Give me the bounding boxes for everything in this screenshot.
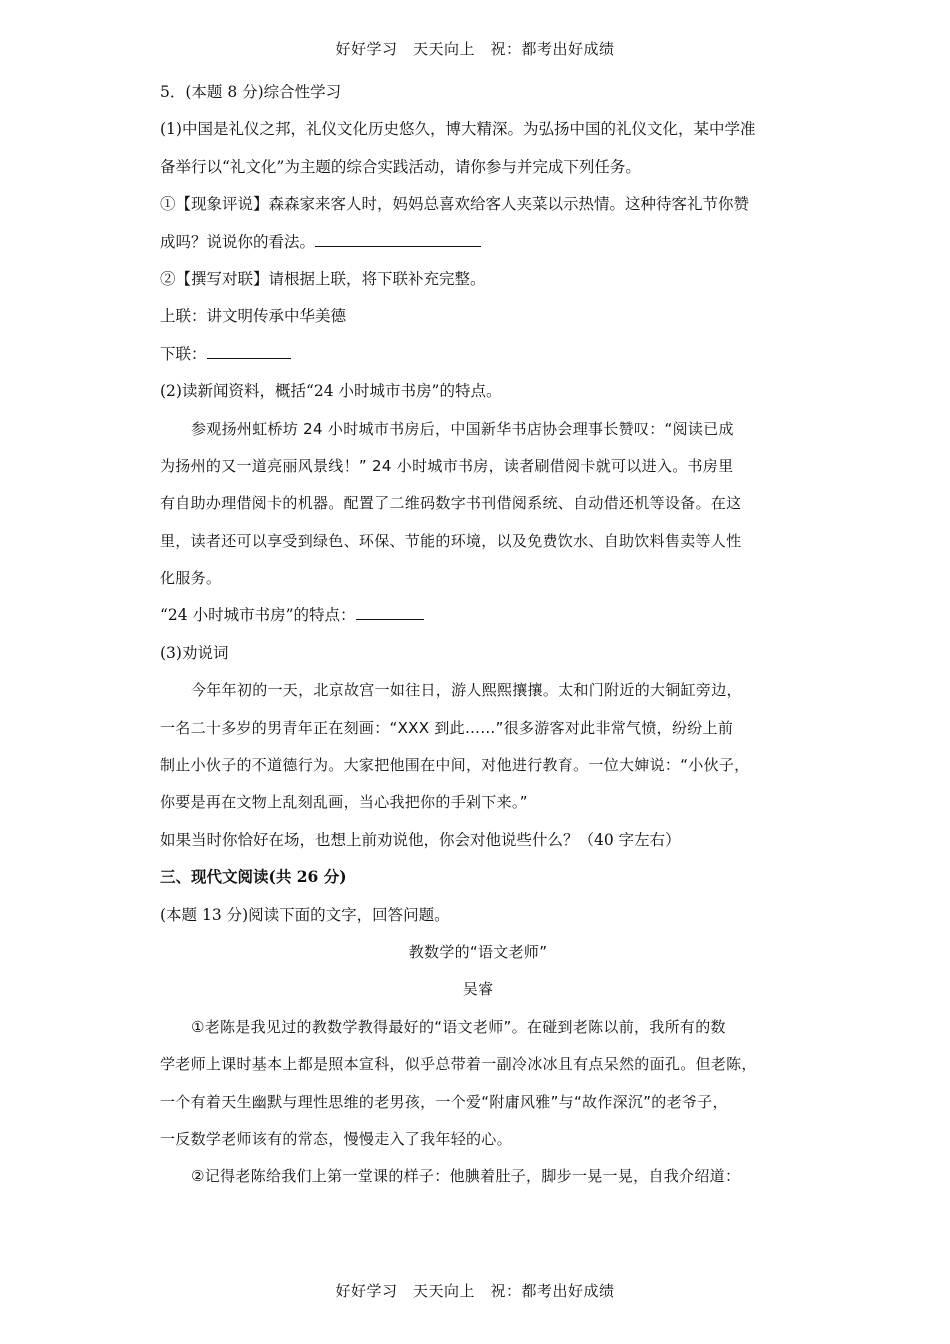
story-paragraph: 今年年初的一天，北京故宫一如往日，游人熙熙攘攘。太和门附近的大铜缸旁边， xyxy=(191,681,742,700)
answer-blank[interactable] xyxy=(315,230,481,247)
question-5-1-text: (1)中国是礼仪之邦，礼仪文化历史悠久，博大精深。为弘扬中国的礼仪文化，某中学准 xyxy=(160,120,756,139)
document-body xyxy=(160,79,796,1201)
section-3-heading: 三、现代文阅读(共 26 分) xyxy=(160,867,347,887)
couplet-second-line: 下联： xyxy=(160,341,796,378)
page-footer: 好好学习 天天向上 祝：都考出好成绩 xyxy=(335,1282,615,1300)
story-paragraph-cont: 你要是再在文物上乱刻乱画，当心我把你的手剁下来。” xyxy=(160,793,528,812)
task-1-text-cont: 成吗？说说你的看法。 xyxy=(160,229,796,266)
article-author: 吴睿 xyxy=(462,980,494,999)
article-paragraph-2: ②记得老陈给我们上第一堂课的样子：他腆着肚子，脚步一晃一晃，自我介绍道： xyxy=(191,1167,741,1186)
bookstore-features-prompt: “24 小时城市书房”的特点： xyxy=(160,602,796,639)
answer-blank[interactable] xyxy=(207,342,291,359)
question-5-1-text-cont: 备举行以“礼文化”为主题的综合实践活动，请你参与并完成下列任务。 xyxy=(160,157,641,176)
article-paragraph-1-cont: 一反数学老师该有的常态，慢慢走入了我年轻的心。 xyxy=(160,1129,512,1148)
news-paragraph-cont: 里，读者还可以享受到绿色、环保、节能的环境，以及免费饮水、自助饮料售卖等人性 xyxy=(160,531,742,550)
news-paragraph-cont: 为扬州的又一道亮丽风景线！” 24 小时城市书房，读者刷借阅卡就可以进入。书房里 xyxy=(160,456,734,475)
question-5-3-title: (3)劝说词 xyxy=(160,643,229,662)
question-5-2-text: (2)读新闻资料，概括“24 小时城市书房”的特点。 xyxy=(160,382,502,401)
news-paragraph-cont: 化服务。 xyxy=(160,569,222,588)
article-paragraph-1-cont: 学老师上课时基本上都是照本宣科，似乎总带着一副冷冰冰且有点呆然的面孔。但老陈， xyxy=(160,1055,757,1074)
task-2-text: ②【撰写对联】请根据上联，将下联补充完整。 xyxy=(160,269,486,288)
page-header: 好好学习 天天向上 祝：都考出好成绩 xyxy=(335,40,615,58)
task-1-text: ①【现象评说】森森家来客人时，妈妈总喜欢给客人夹菜以示热情。这种待客礼节你赞 xyxy=(160,195,750,214)
news-paragraph-cont: 有自助办理借阅卡的机器。配置了二维码数字书刊借阅系统、自动借还机等设备。在这 xyxy=(160,494,742,513)
couplet-first-line: 上联：讲文明传承中华美德 xyxy=(160,307,347,326)
answer-blank[interactable] xyxy=(356,603,424,620)
reading-instruction: (本题 13 分)阅读下面的文字，回答问题。 xyxy=(160,905,450,924)
article-paragraph-1: ①老陈是我见过的教数学教得最好的“语文老师”。在碰到老陈以前，我所有的数 xyxy=(191,1017,726,1036)
article-paragraph-1-cont: 一个有着天生幽默与理性思维的老男孩，一个爱“附庸风雅”与“故作深沉”的老爷子， xyxy=(160,1092,728,1111)
story-paragraph-cont: 制止小伙子的不道德行为。大家把他围在中间，对他进行教育。一位大婶说：“小伙子， xyxy=(160,756,750,775)
article-title: 教数学的“语文老师” xyxy=(408,942,548,961)
story-paragraph-cont: 一名二十多岁的男青年正在刻画：“XXX 到此……”很多游客对此非常气愤，纷纷上前 xyxy=(160,718,734,737)
news-paragraph: 参观扬州虹桥坊 24 小时城市书房后，中国新华书店协会理事长赞叹：“阅读已成 xyxy=(191,419,734,438)
persuasion-prompt: 如果当时你恰好在场，也想上前劝说他，你会对他说些什么？（40 字左右） xyxy=(160,830,681,849)
question-5-title: 5．(本题 8 分)综合性学习 xyxy=(160,83,342,101)
